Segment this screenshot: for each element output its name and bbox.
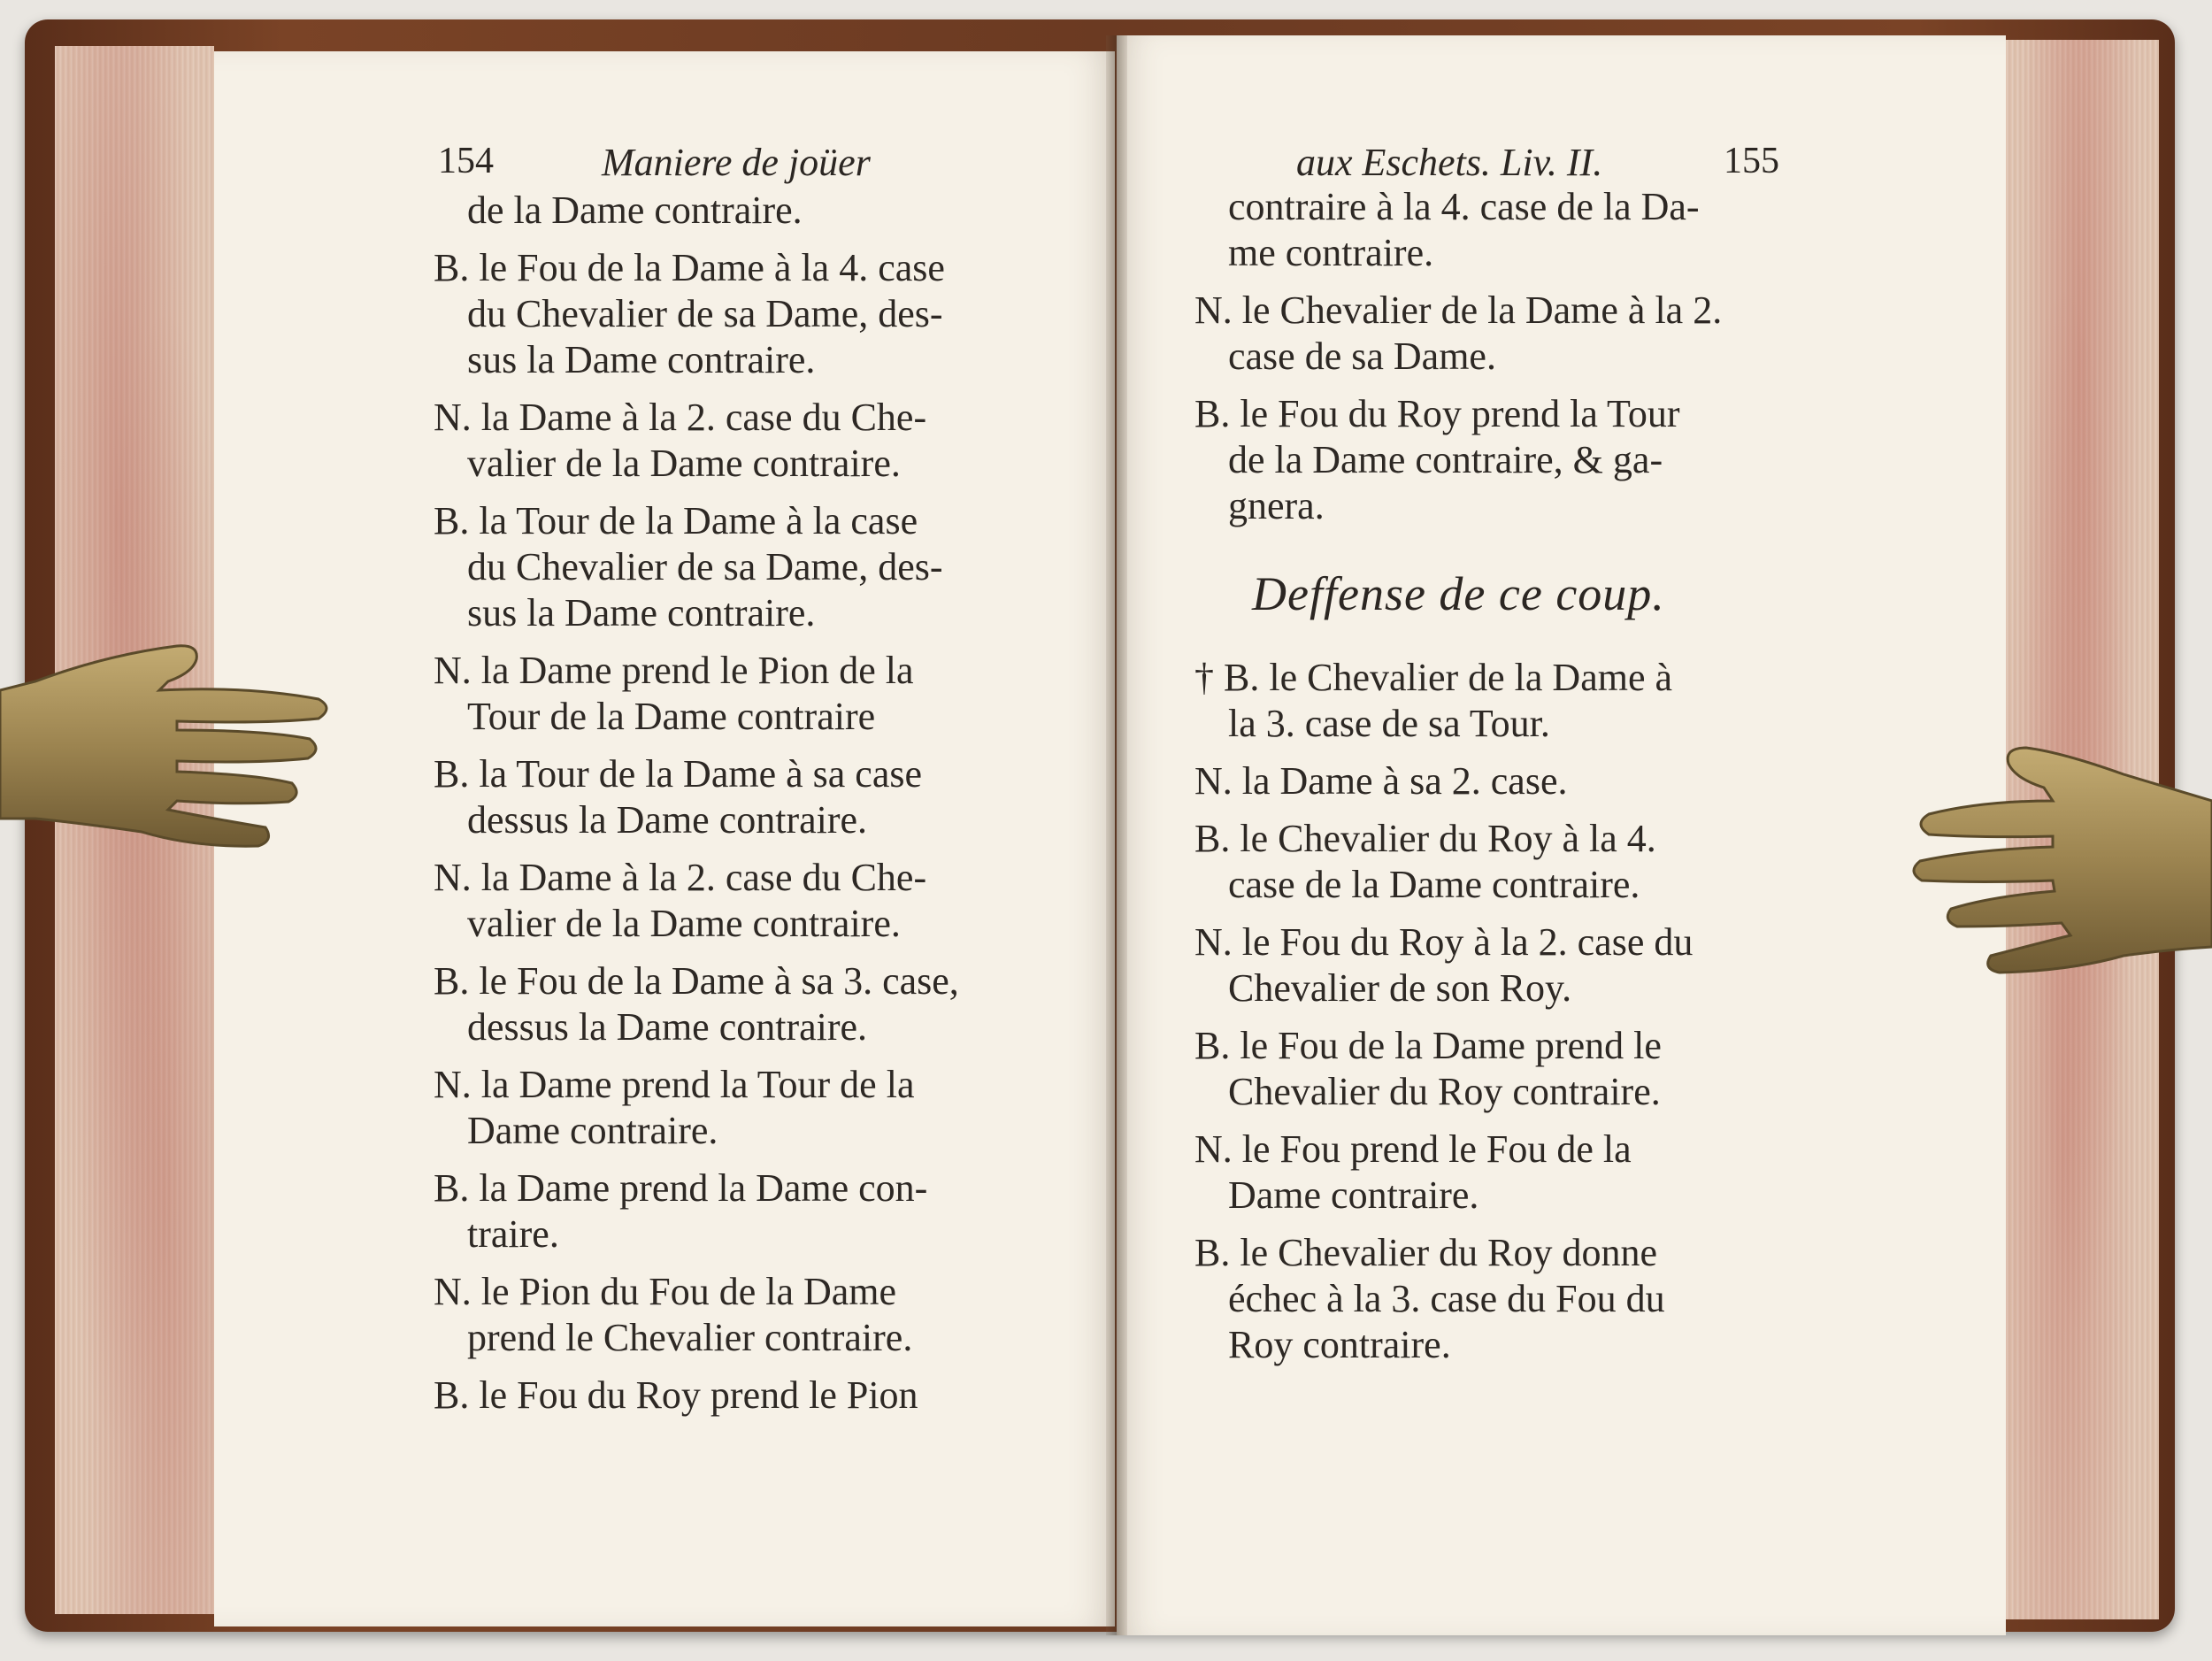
text-line: prend le Chevalier contraire. <box>467 1316 913 1359</box>
text-line: N. la Dame à la 2. case du Che- <box>434 856 927 899</box>
text-line: N. la Dame à la 2. case du Che- <box>434 396 927 439</box>
text-line: N. la Dame prend le Pion de la <box>434 649 914 692</box>
right-text-column-top <box>1194 184 1771 529</box>
text-line: valier de la Dame contraire. <box>467 442 901 485</box>
text-line: échec à la 3. case du Fou du <box>1228 1277 1665 1320</box>
text-line: Chevalier du Roy contraire. <box>1228 1070 1661 1113</box>
text-line: B. le Chevalier du Roy à la 4. <box>1194 817 1656 860</box>
right-text-column-bottom <box>1194 655 1771 1368</box>
right-page-number: 155 <box>1724 141 1779 181</box>
book-gutter <box>1106 35 1127 1635</box>
text-line: N. le Pion du Fou de la Dame <box>434 1270 897 1313</box>
left-running-head: Maniere de joüer <box>602 141 871 184</box>
text-line: valier de la Dame contraire. <box>467 902 901 945</box>
text-line: Tour de la Dame contraire <box>467 695 876 738</box>
text-line: B. la Tour de la Dame à sa case <box>434 752 922 796</box>
brass-hand-right-icon <box>1902 739 2212 996</box>
right-running-head: aux Eschets. Liv. II. <box>1296 141 1603 184</box>
text-line: B. le Fou du Roy prend la Tour <box>1194 392 1680 435</box>
text-line: Dame contraire. <box>1228 1173 1479 1217</box>
text-line: Dame contraire. <box>467 1109 718 1152</box>
text-line: N. le Fou du Roy à la 2. case du <box>1194 920 1694 964</box>
text-line: N. la Dame à sa 2. case. <box>1194 759 1568 803</box>
text-line: case de la Dame contraire. <box>1228 863 1640 906</box>
text-line: du Chevalier de sa Dame, des- <box>467 545 943 588</box>
text-line: Chevalier de son Roy. <box>1228 966 1572 1010</box>
text-line: sus la Dame contraire. <box>467 591 816 634</box>
text-line: du Chevalier de sa Dame, des- <box>467 292 943 335</box>
text-line: † B. le Chevalier de la Dame à <box>1194 656 1673 699</box>
text-line: dessus la Dame contraire. <box>467 1005 868 1049</box>
text-line: sus la Dame contraire. <box>467 338 816 381</box>
text-line: dessus la Dame contraire. <box>467 798 868 842</box>
text-line: de la Dame contraire, & ga- <box>1228 438 1663 481</box>
left-text-column <box>434 188 1026 1419</box>
text-line: B. le Fou du Roy prend le Pion <box>434 1373 918 1417</box>
text-line: case de sa Dame. <box>1228 335 1496 378</box>
text-line: B. la Tour de la Dame à la case <box>434 499 918 542</box>
text-line: gnera. <box>1228 484 1325 527</box>
text-line: B. le Fou de la Dame à sa 3. case, <box>434 959 959 1003</box>
text-line: contraire à la 4. case de la Da- <box>1228 185 1700 228</box>
brass-hand-left-icon <box>0 619 336 867</box>
section-heading: Deffense de ce coup. <box>1252 567 1665 620</box>
text-line: B. le Fou de la Dame prend le <box>1194 1024 1662 1067</box>
text-line: B. la Dame prend la Dame con- <box>434 1166 928 1210</box>
text-line: Roy contraire. <box>1228 1323 1451 1366</box>
text-line: de la Dame contraire. <box>467 188 803 232</box>
text-line: B. le Chevalier du Roy donne <box>1194 1231 1658 1274</box>
text-line: N. la Dame prend la Tour de la <box>434 1063 915 1106</box>
text-line: traire. <box>467 1212 559 1256</box>
text-line: B. le Fou de la Dame à la 4. case <box>434 246 945 289</box>
text-line: me contraire. <box>1228 231 1434 274</box>
text-line: N. le Chevalier de la Dame à la 2. <box>1194 288 1723 332</box>
text-line: la 3. case de sa Tour. <box>1228 702 1550 745</box>
text-line: N. le Fou prend le Fou de la <box>1194 1127 1632 1171</box>
left-page-number: 154 <box>438 141 494 181</box>
